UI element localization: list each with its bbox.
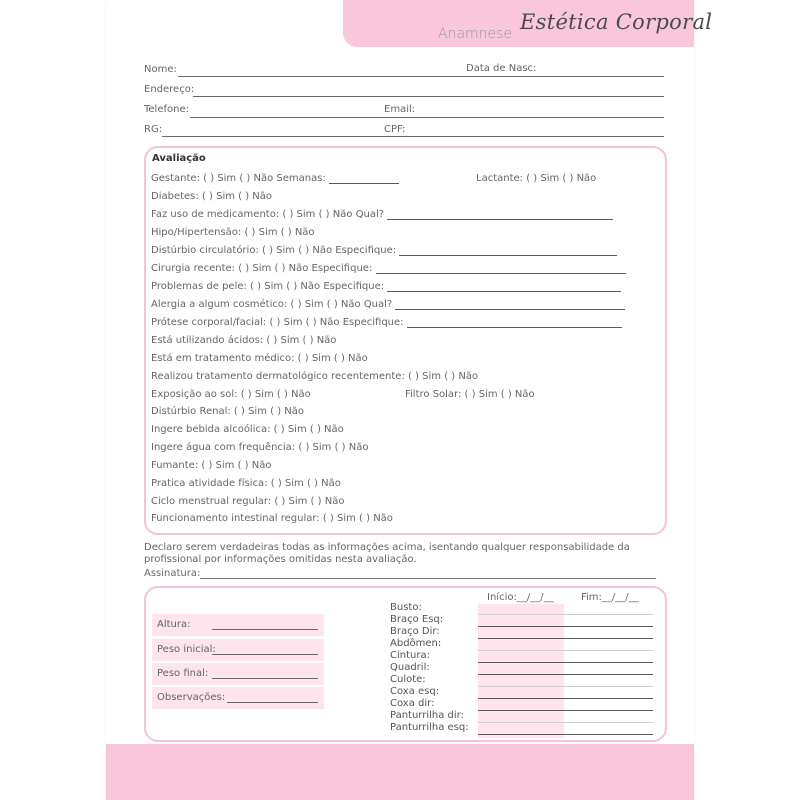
email-label: Email: — [384, 104, 416, 115]
measure-cintura: Cintura: — [390, 650, 430, 661]
inicio-column — [478, 604, 564, 738]
measure-line[interactable] — [478, 650, 653, 651]
measure-busto: Busto: — [390, 602, 422, 613]
measure-line[interactable] — [478, 710, 653, 711]
question-fumante[interactable]: Fumante: ( ) Sim ( ) Não — [151, 460, 272, 471]
question-cirurgia[interactable]: Cirurgia recente: ( ) Sim ( ) Não Especifique: — [151, 263, 626, 274]
measure-braco-esq: Braço Esq: — [390, 614, 444, 625]
rg-field[interactable] — [144, 124, 162, 138]
altura-field[interactable]: Altura: — [152, 614, 324, 636]
question-circulatorio[interactable]: Distúrbio circulatório: ( ) Sim ( ) Não Especifique: — [151, 245, 617, 256]
question-dermatologico[interactable]: Realizou tratamento dermatológico recentemente: ( ) Sim ( ) Não — [151, 371, 479, 382]
data-nasc-label: Data de Nasc: — [466, 63, 537, 74]
question-hipertensao[interactable]: Hipo/Hipertensão: ( ) Sim ( ) Não — [151, 227, 315, 238]
email-field[interactable] — [384, 104, 415, 118]
measure-line[interactable] — [478, 614, 653, 615]
measure-line[interactable] — [478, 698, 653, 699]
measure-line[interactable] — [478, 662, 653, 663]
measure-panturrilha-esq: Panturrilha esq: — [390, 722, 469, 733]
question-atividade-fisica[interactable]: Pratica atividade física: ( ) Sim ( ) Não — [151, 478, 341, 489]
measure-line[interactable] — [478, 722, 653, 723]
measure-line[interactable] — [478, 638, 653, 639]
question-alergia[interactable]: Alergia a algum cosmético: ( ) Sim ( ) Não Qual? — [151, 299, 625, 310]
measure-culote: Culote: — [390, 674, 426, 685]
question-diabetes[interactable]: Diabetes: ( ) Sim ( ) Não — [151, 191, 273, 202]
telefone-line — [190, 117, 664, 118]
form-subtitle: Anamnese — [438, 26, 513, 42]
rg-line — [162, 136, 664, 137]
cpf-label: CPF: — [384, 124, 406, 135]
question-tratamento-medico[interactable]: Está em tratamento médico: ( ) Sim ( ) Não — [151, 353, 368, 364]
measure-abdomen: Abdômen: — [390, 638, 442, 649]
endereco-label: Endereço: — [144, 84, 195, 95]
measure-line[interactable] — [478, 674, 653, 675]
measure-panturrilha-dir: Panturrilha dir: — [390, 710, 464, 721]
measure-line[interactable] — [478, 734, 653, 735]
peso-final-field[interactable]: Peso final: — [152, 663, 324, 685]
question-renal[interactable]: Distúrbio Renal: ( ) Sim ( ) Não — [151, 406, 305, 417]
question-exposicao-sol[interactable]: Exposição ao sol: ( ) Sim ( ) Não — [151, 389, 311, 400]
question-agua[interactable]: Ingere água com frequência: ( ) Sim ( ) Não — [151, 442, 369, 453]
question-ciclo-menstrual[interactable]: Ciclo menstrual regular: ( ) Sim ( ) Não — [151, 496, 345, 507]
nome-line — [178, 76, 664, 77]
question-filtro-solar[interactable]: Filtro Solar: ( ) Sim ( ) Não — [405, 389, 535, 400]
observacoes-field[interactable]: Observações: — [152, 687, 324, 709]
data-nasc-field[interactable] — [466, 63, 666, 77]
avaliacao-title: Avaliação — [152, 153, 206, 164]
declaracao-text: Declaro serem verdadeiras todas as informações acima, isentando qualquer responsabilidade da profissional por informações omitidas nesta avaliação. — [144, 542, 630, 565]
telefone-label: Telefone: — [144, 104, 189, 115]
endereco-field[interactable] — [144, 84, 194, 98]
measure-braco-dir: Braço Dir: — [390, 626, 440, 637]
question-lactante[interactable]: Lactante: ( ) Sim ( ) Não — [476, 173, 597, 184]
nome-label: Nome: — [144, 64, 177, 75]
rg-label: RG: — [144, 124, 163, 135]
endereco-line — [193, 96, 664, 97]
assinatura-label: Assinatura: — [144, 568, 201, 579]
measure-line[interactable] — [478, 626, 653, 627]
measure-line[interactable] — [478, 686, 653, 687]
question-alcool[interactable]: Ingere bebida alcoólica: ( ) Sim ( ) Não — [151, 424, 344, 435]
measure-quadril: Quadril: — [390, 662, 430, 673]
question-pele[interactable]: Problemas de pele: ( ) Sim ( ) Não Especifique: — [151, 281, 621, 292]
measure-coxa-esq: Coxa esq: — [390, 686, 440, 697]
footer-band — [106, 744, 694, 800]
question-acidos[interactable]: Está utilizando ácidos: ( ) Sim ( ) Não — [151, 335, 337, 346]
fim-label: Fim:__/__/__ — [581, 592, 639, 603]
question-gestante[interactable]: Gestante: ( ) Sim ( ) Não Semanas: — [151, 173, 399, 184]
assinatura-line[interactable] — [200, 578, 656, 579]
question-medicamento[interactable]: Faz uso de medicamento: ( ) Sim ( ) Não Qual? — [151, 209, 613, 220]
brand-title: Estética Corporal — [520, 10, 713, 34]
measure-coxa-dir: Coxa dir: — [390, 698, 435, 709]
telefone-field[interactable] — [144, 104, 189, 118]
inicio-label: Início:__/__/__ — [487, 592, 554, 603]
question-protese[interactable]: Prótese corporal/facial: ( ) Sim ( ) Não Especifique: — [151, 317, 622, 328]
peso-inicial-field[interactable]: Peso inicial: — [152, 639, 324, 661]
question-intestinal[interactable]: Funcionamento intestinal regular: ( ) Sim ( ) Não — [151, 513, 393, 524]
